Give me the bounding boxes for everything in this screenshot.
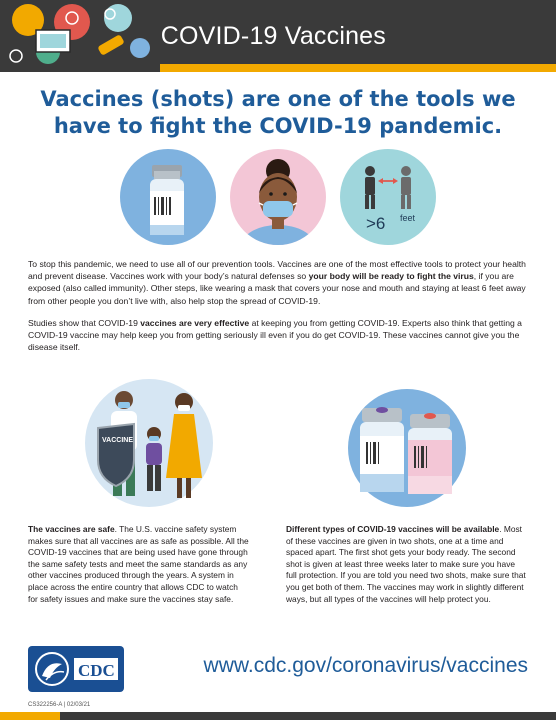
cdc-logo-text: CDC (78, 661, 115, 680)
footer-accent-stripe (0, 712, 60, 720)
cdc-logo (28, 646, 124, 692)
distance-value: >6 (366, 214, 386, 233)
document-code: CS322256-A | 02/03/21 (28, 702, 91, 708)
effectiveness-paragraph: Studies show that COVID-19 vaccines are very effective at keeping you from getting COVID-19. Experts also think that getting a COVID-19 vaccine may help keep you from getting seriously ill even if you do get COVID-19. These vaccines cannot give you the disease itself. (28, 318, 522, 353)
person-mask-icon (230, 149, 326, 245)
social-distance-icon (340, 149, 436, 245)
two-vials-illustration (340, 388, 474, 508)
website-url[interactable]: www.cdc.gov/coronavirus/vaccines (203, 654, 528, 677)
safety-paragraph: The vaccines are safe. The U.S. vaccine safety system makes sure that all vaccines are as safe as possible. All the COVID-19 vaccines that are being used have gone through the same safety tests and meet the same standards as any other vaccines produced through the years. A system in place across the entire country that allows CDC to watch for safety issues and make sure the vaccines stay safe. (28, 524, 249, 604)
headline: Vaccines (shots) are one of the tools we have to fight the COVID-19 pandemic. (40, 87, 516, 138)
distance-unit: feet (400, 213, 416, 223)
shield-label: VACCINE (102, 437, 133, 444)
vaccine-types-paragraph: Different types of COVID-19 vaccines will be available. Most of these vaccines are given in two shots, one at a time and spaced apart. The first shot gets your body ready. The second shot is given at least three weeks later to make sure you have full protection. If you are told you need two shots, make sure that you get both of them. The vaccines may work in slightly different ways, but all types of the vaccines will help protect you. (286, 524, 526, 604)
vaccine-vial-icon (120, 149, 216, 245)
header-illustration (0, 0, 160, 72)
page-title: COVID-19 Vaccines (160, 22, 386, 50)
family-vaccine-shield-illustration (84, 378, 214, 508)
footer-bar (0, 712, 556, 720)
intro-paragraph: To stop this pandemic, we need to use all of our prevention tools. Vaccines are one of the most effective tools to protect your health and prevent disease. Vaccines work with your body’s natural defenses so your body will be ready to fight the virus, if you are exposed (also called immunity). Other steps, like wearing a mask that covers your nose and mouth and staying at least 6 feet away from other people you don’t live with, also help stop the spread of COVID-19. (28, 259, 526, 306)
